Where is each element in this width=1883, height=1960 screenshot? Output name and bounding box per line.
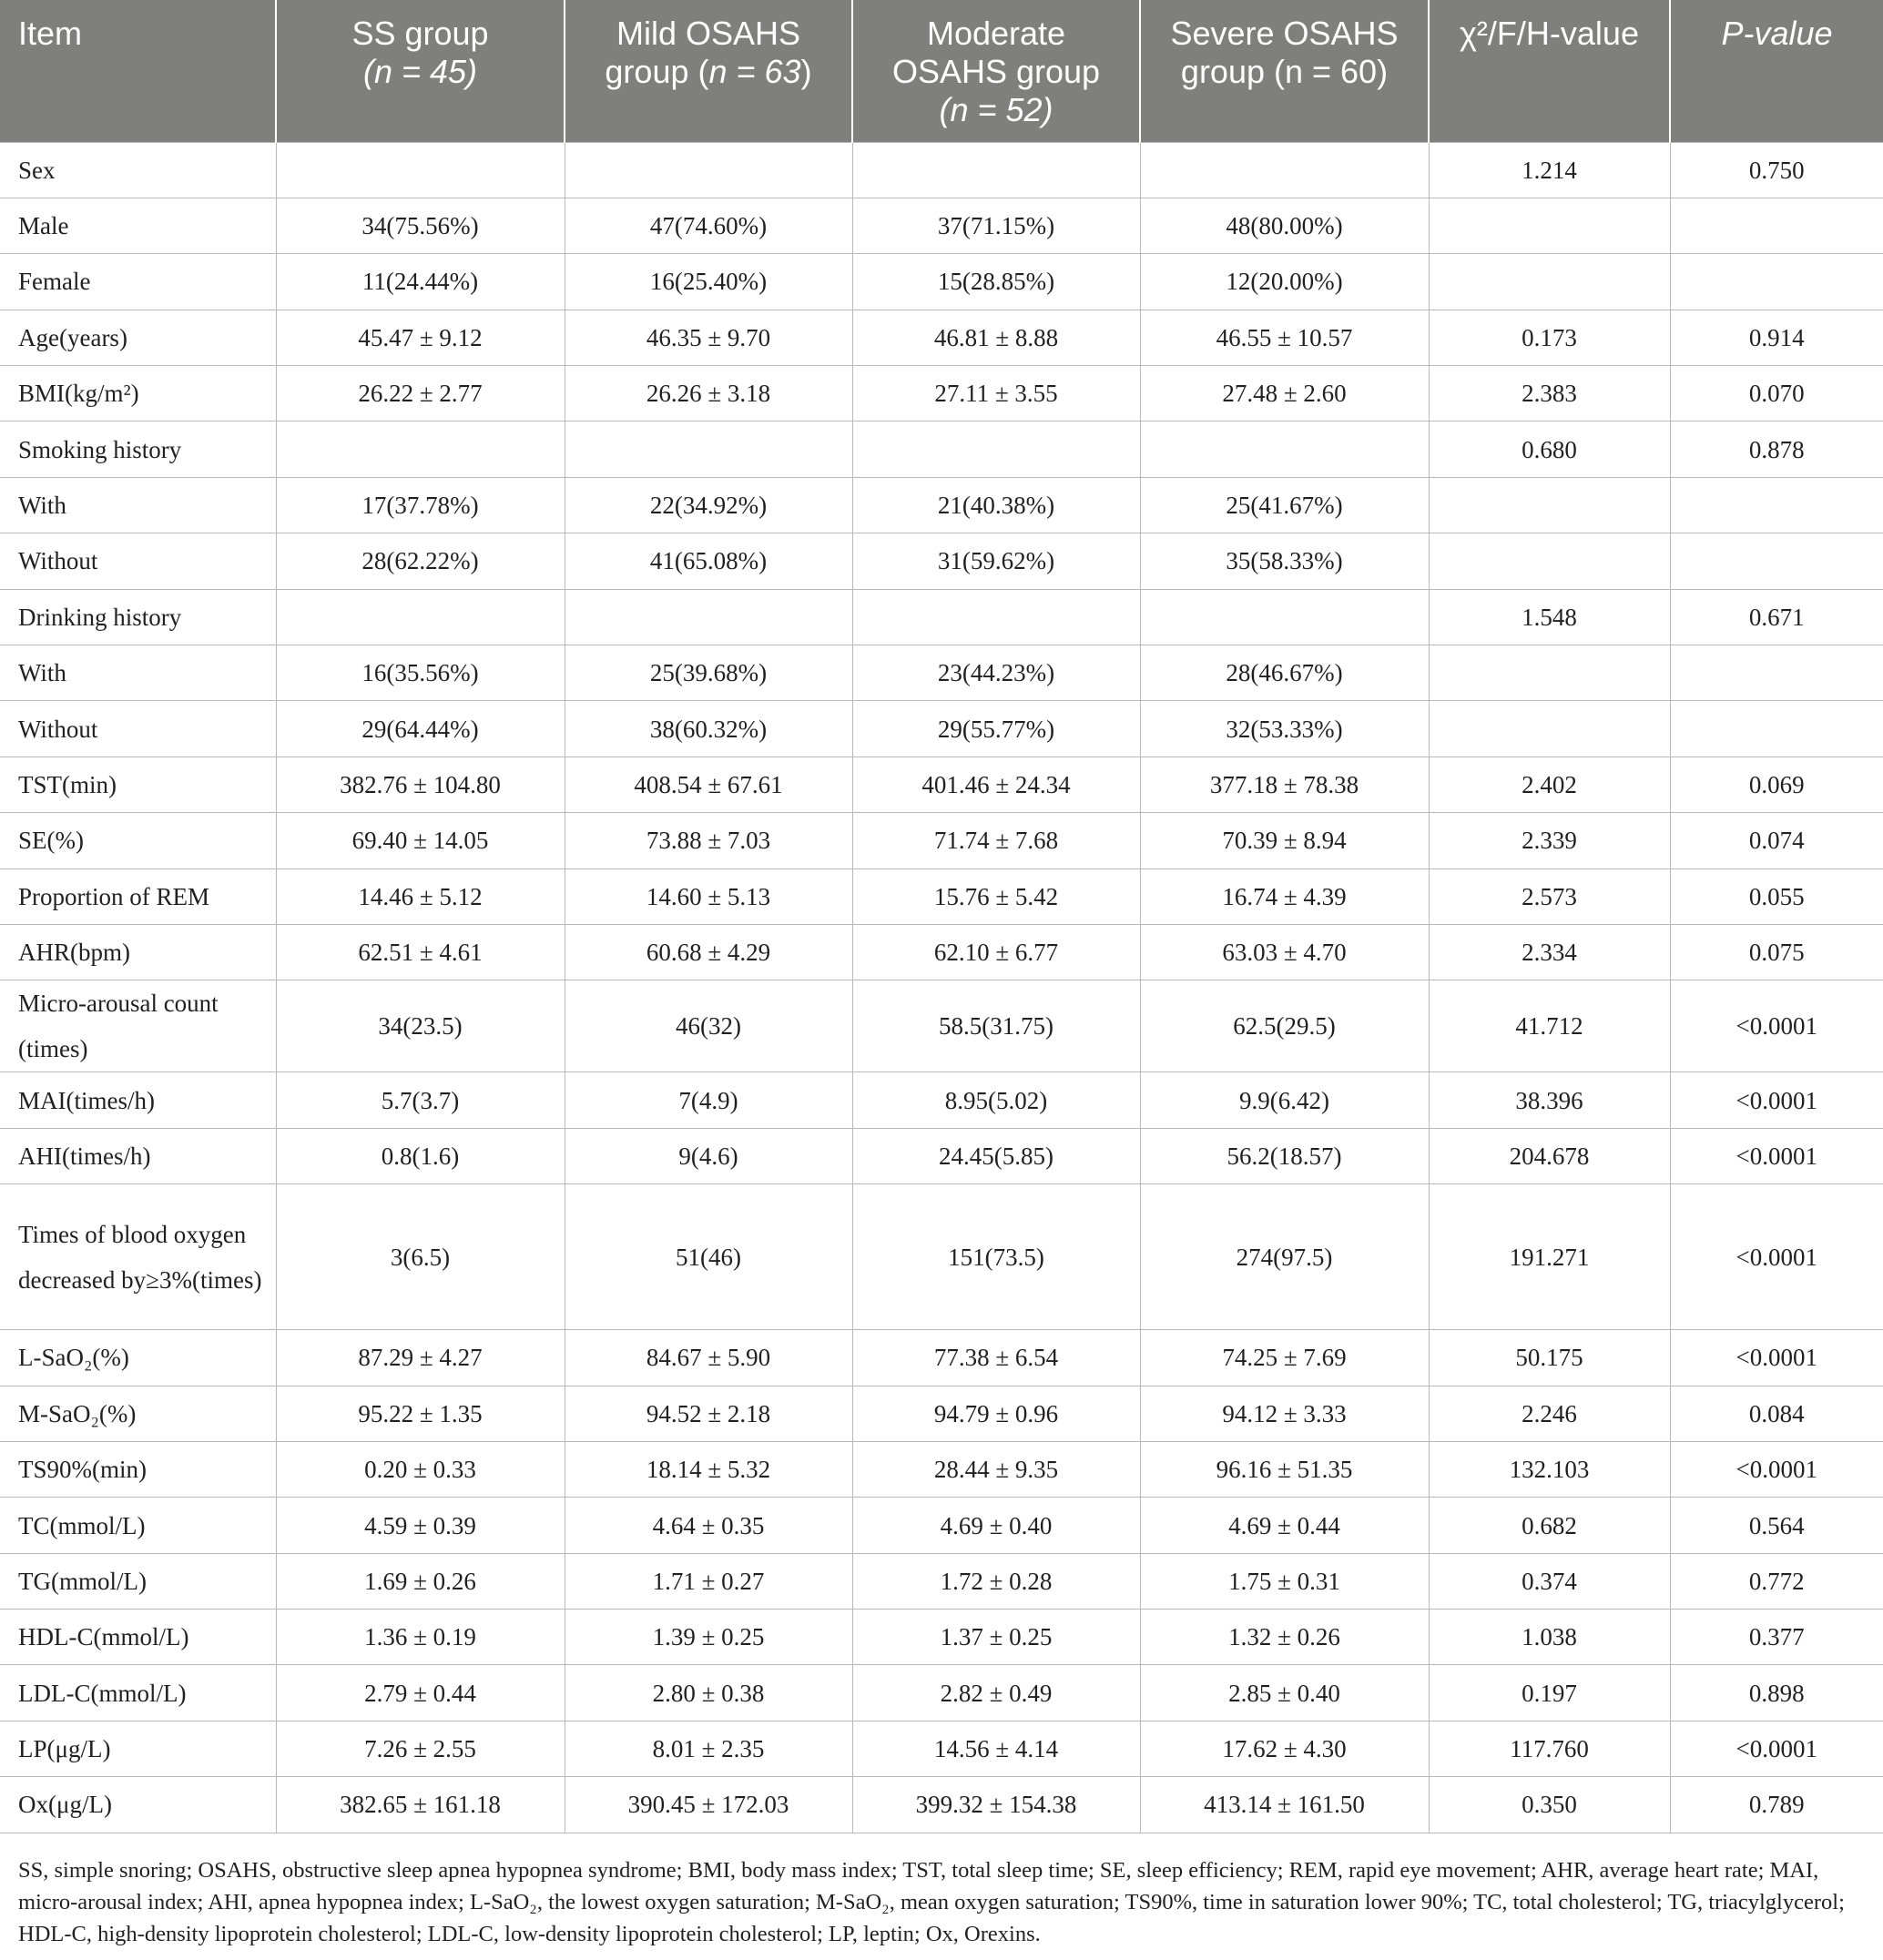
mild-cell: 1.39 ± 0.25 xyxy=(565,1610,852,1665)
header-mild-post: ) xyxy=(800,53,812,90)
table-row xyxy=(0,254,1883,310)
p-value-cell: <0.0001 xyxy=(1670,1330,1883,1386)
p-value-cell: 0.914 xyxy=(1670,310,1883,365)
mild-cell: 18.14 ± 5.32 xyxy=(565,1441,852,1497)
mild-cell: 9(4.6) xyxy=(565,1128,852,1183)
stat-cell: 0.173 xyxy=(1429,310,1670,365)
severe-cell: 274(97.5) xyxy=(1140,1184,1429,1330)
table-row xyxy=(0,1128,1883,1183)
header-moderate-line2: OSAHS group xyxy=(891,53,1101,90)
stat-cell: 2.339 xyxy=(1429,813,1670,868)
table-row xyxy=(0,1553,1883,1609)
mild-cell: 14.60 ± 5.13 xyxy=(565,868,852,924)
item-cell: LP(μg/L) xyxy=(0,1721,276,1776)
item-cell: Drinking history xyxy=(0,589,276,645)
header-mild-group xyxy=(565,0,852,142)
mild-cell: 408.54 ± 67.61 xyxy=(565,757,852,812)
stat-cell: 0.350 xyxy=(1429,1777,1670,1833)
ss-cell: 1.69 ± 0.26 xyxy=(276,1553,565,1609)
moderate-cell: 21(40.38%) xyxy=(852,477,1140,533)
stat-cell: 50.175 xyxy=(1429,1330,1670,1386)
p-value-cell: <0.0001 xyxy=(1670,1128,1883,1183)
severe-cell: 48(80.00%) xyxy=(1140,198,1429,253)
severe-cell: 94.12 ± 3.33 xyxy=(1140,1386,1429,1441)
header-severe-line1: Severe OSAHS xyxy=(1170,15,1399,52)
header-ss-group xyxy=(276,0,565,142)
moderate-cell: 29(55.77%) xyxy=(852,701,1140,757)
mild-cell xyxy=(565,589,852,645)
stat-cell xyxy=(1429,533,1670,589)
item-cell: Male xyxy=(0,198,276,253)
moderate-cell xyxy=(852,142,1140,198)
moderate-cell xyxy=(852,421,1140,477)
ss-cell: 1.36 ± 0.19 xyxy=(276,1610,565,1665)
mild-cell: 1.71 ± 0.27 xyxy=(565,1553,852,1609)
item-cell: Female xyxy=(0,254,276,310)
ss-cell: 34(75.56%) xyxy=(276,198,565,253)
mild-cell: 51(46) xyxy=(565,1184,852,1330)
stat-cell xyxy=(1429,645,1670,701)
mild-cell: 26.26 ± 3.18 xyxy=(565,366,852,421)
severe-cell: 28(46.67%) xyxy=(1140,645,1429,701)
table-row xyxy=(0,589,1883,645)
table-header xyxy=(0,0,1883,142)
item-cell: BMI(kg/m²) xyxy=(0,366,276,421)
item-cell: Smoking history xyxy=(0,421,276,477)
moderate-cell: 1.72 ± 0.28 xyxy=(852,1553,1140,1609)
stat-cell: 0.680 xyxy=(1429,421,1670,477)
moderate-cell: 14.56 ± 4.14 xyxy=(852,1721,1140,1776)
p-value-cell: 0.878 xyxy=(1670,421,1883,477)
moderate-cell: 8.95(5.02) xyxy=(852,1072,1140,1128)
table-row xyxy=(0,198,1883,253)
table-row xyxy=(0,924,1883,980)
item-cell: SE(%) xyxy=(0,813,276,868)
stat-cell: 2.383 xyxy=(1429,366,1670,421)
mild-cell: 47(74.60%) xyxy=(565,198,852,253)
ss-cell: 45.47 ± 9.12 xyxy=(276,310,565,365)
item-cell: TC(mmol/L) xyxy=(0,1498,276,1553)
stat-cell: 0.197 xyxy=(1429,1665,1670,1721)
ss-cell: 11(24.44%) xyxy=(276,254,565,310)
moderate-cell: 71.74 ± 7.68 xyxy=(852,813,1140,868)
ss-cell: 28(62.22%) xyxy=(276,533,565,589)
header-ss-line1: SS group xyxy=(351,15,489,52)
severe-cell: 62.5(29.5) xyxy=(1140,980,1429,1072)
table-row xyxy=(0,477,1883,533)
moderate-cell: 94.79 ± 0.96 xyxy=(852,1386,1140,1441)
severe-cell: 377.18 ± 78.38 xyxy=(1140,757,1429,812)
severe-cell: 32(53.33%) xyxy=(1140,701,1429,757)
header-stat-value: χ²/F/H-value xyxy=(1429,0,1670,142)
table-row xyxy=(0,1072,1883,1128)
stat-cell: 41.712 xyxy=(1429,980,1670,1072)
table-body xyxy=(0,142,1883,1833)
p-value-cell: <0.0001 xyxy=(1670,1184,1883,1330)
mild-cell: 94.52 ± 2.18 xyxy=(565,1386,852,1441)
table-row xyxy=(0,533,1883,589)
stat-cell: 38.396 xyxy=(1429,1072,1670,1128)
item-cell: M-SaO₂(%) xyxy=(0,1386,276,1441)
mild-cell: 46.35 ± 9.70 xyxy=(565,310,852,365)
severe-cell: 17.62 ± 4.30 xyxy=(1140,1721,1429,1776)
stat-cell xyxy=(1429,701,1670,757)
stat-cell: 191.271 xyxy=(1429,1184,1670,1330)
ss-cell: 26.22 ± 2.77 xyxy=(276,366,565,421)
item-cell: HDL-C(mmol/L) xyxy=(0,1610,276,1665)
stat-cell xyxy=(1429,477,1670,533)
ss-cell: 382.76 ± 104.80 xyxy=(276,757,565,812)
table-row xyxy=(0,1665,1883,1721)
p-value-cell: <0.0001 xyxy=(1670,1072,1883,1128)
ss-cell: 382.65 ± 161.18 xyxy=(276,1777,565,1833)
item-cell: Micro-arousal count (times) xyxy=(0,980,276,1072)
severe-cell: 413.14 ± 161.50 xyxy=(1140,1777,1429,1833)
table-row xyxy=(0,1777,1883,1833)
stat-cell: 204.678 xyxy=(1429,1128,1670,1183)
p-value-cell: <0.0001 xyxy=(1670,980,1883,1072)
ss-cell: 14.46 ± 5.12 xyxy=(276,868,565,924)
header-ss-n: (n = 45) xyxy=(362,53,478,90)
ss-cell: 69.40 ± 14.05 xyxy=(276,813,565,868)
table-row xyxy=(0,813,1883,868)
item-cell: With xyxy=(0,645,276,701)
table-row xyxy=(0,1721,1883,1776)
header-mild-n: n = 63 xyxy=(708,53,801,90)
item-cell: TST(min) xyxy=(0,757,276,812)
mild-cell xyxy=(565,421,852,477)
severe-cell: 2.85 ± 0.40 xyxy=(1140,1665,1429,1721)
p-value-cell: 0.377 xyxy=(1670,1610,1883,1665)
stat-cell xyxy=(1429,198,1670,253)
header-moderate-group xyxy=(852,0,1140,142)
severe-cell xyxy=(1140,421,1429,477)
mild-cell: 4.64 ± 0.35 xyxy=(565,1498,852,1553)
header-moderate-line1: Moderate xyxy=(926,15,1066,52)
moderate-cell: 401.46 ± 24.34 xyxy=(852,757,1140,812)
severe-cell: 12(20.00%) xyxy=(1140,254,1429,310)
severe-cell: 1.75 ± 0.31 xyxy=(1140,1553,1429,1609)
stat-cell: 2.246 xyxy=(1429,1386,1670,1441)
ss-cell: 62.51 ± 4.61 xyxy=(276,924,565,980)
severe-cell: 9.9(6.42) xyxy=(1140,1072,1429,1128)
item-cell: With xyxy=(0,477,276,533)
mild-cell: 390.45 ± 172.03 xyxy=(565,1777,852,1833)
table-footnote: SS, simple snoring; OSAHS, obstructive sleep apnea hypopnea syndrome; BMI, body mass index; TST, total sleep time; SE, sleep efficiency; REM, rapid eye movement; AHR, average heart rate; MAI, micro-arousal index; AHI, apnea hypopnea index; L-SaO₂, the lowest oxygen saturation; M-SaO₂, mean oxygen saturation; TS90%, time in saturation lower 90%; TC, total cholesterol; TG, triacylglycerol; HDL-C, high-density lipoprotein cholesterol; LDL-C, low-density lipoprotein cholesterol; LP, leptin; Ox, Orexins. xyxy=(18,1858,1845,1946)
mild-cell: 60.68 ± 4.29 xyxy=(565,924,852,980)
item-cell: Sex xyxy=(0,142,276,198)
p-value-cell: 0.564 xyxy=(1670,1498,1883,1553)
ss-cell: 29(64.44%) xyxy=(276,701,565,757)
ss-cell xyxy=(276,589,565,645)
item-cell: AHI(times/h) xyxy=(0,1128,276,1183)
p-value-cell: 0.772 xyxy=(1670,1553,1883,1609)
table-row xyxy=(0,701,1883,757)
p-value-cell: 0.084 xyxy=(1670,1386,1883,1441)
p-value-cell xyxy=(1670,477,1883,533)
severe-cell: 56.2(18.57) xyxy=(1140,1128,1429,1183)
moderate-cell: 23(44.23%) xyxy=(852,645,1140,701)
stat-cell: 2.334 xyxy=(1429,924,1670,980)
p-value-cell xyxy=(1670,701,1883,757)
p-value-cell: 0.055 xyxy=(1670,868,1883,924)
stat-cell: 1.548 xyxy=(1429,589,1670,645)
ss-cell: 0.20 ± 0.33 xyxy=(276,1441,565,1497)
table-row xyxy=(0,1498,1883,1553)
moderate-cell: 77.38 ± 6.54 xyxy=(852,1330,1140,1386)
p-value-cell xyxy=(1670,533,1883,589)
moderate-cell: 62.10 ± 6.77 xyxy=(852,924,1140,980)
item-cell: LDL-C(mmol/L) xyxy=(0,1665,276,1721)
item-cell: Without xyxy=(0,533,276,589)
severe-cell: 70.39 ± 8.94 xyxy=(1140,813,1429,868)
stat-cell: 117.760 xyxy=(1429,1721,1670,1776)
ss-cell: 0.8(1.6) xyxy=(276,1128,565,1183)
stat-cell: 0.374 xyxy=(1429,1553,1670,1609)
stat-cell xyxy=(1429,254,1670,310)
mild-cell: 46(32) xyxy=(565,980,852,1072)
severe-cell xyxy=(1140,142,1429,198)
table-row xyxy=(0,1441,1883,1497)
mild-cell: 73.88 ± 7.03 xyxy=(565,813,852,868)
mild-cell: 8.01 ± 2.35 xyxy=(565,1721,852,1776)
moderate-cell: 58.5(31.75) xyxy=(852,980,1140,1072)
moderate-cell: 28.44 ± 9.35 xyxy=(852,1441,1140,1497)
table-row xyxy=(0,645,1883,701)
p-value-cell: 0.789 xyxy=(1670,1777,1883,1833)
ss-cell: 2.79 ± 0.44 xyxy=(276,1665,565,1721)
table-row xyxy=(0,142,1883,198)
moderate-cell: 151(73.5) xyxy=(852,1184,1140,1330)
stat-cell: 1.214 xyxy=(1429,142,1670,198)
item-cell: Without xyxy=(0,701,276,757)
header-mild-pre: group ( xyxy=(605,53,709,90)
moderate-cell: 2.82 ± 0.49 xyxy=(852,1665,1140,1721)
p-value-cell: 0.074 xyxy=(1670,813,1883,868)
ss-cell: 4.59 ± 0.39 xyxy=(276,1498,565,1553)
stat-cell: 2.402 xyxy=(1429,757,1670,812)
header-moderate-n: (n = 52) xyxy=(939,91,1053,128)
mild-cell: 7(4.9) xyxy=(565,1072,852,1128)
severe-cell: 46.55 ± 10.57 xyxy=(1140,310,1429,365)
p-value-cell: 0.898 xyxy=(1670,1665,1883,1721)
item-cell: AHR(bpm) xyxy=(0,924,276,980)
ss-cell xyxy=(276,421,565,477)
severe-cell xyxy=(1140,589,1429,645)
moderate-cell: 31(59.62%) xyxy=(852,533,1140,589)
item-cell: TS90%(min) xyxy=(0,1441,276,1497)
ss-cell: 3(6.5) xyxy=(276,1184,565,1330)
header-p-value: P-value xyxy=(1670,0,1883,142)
table-row xyxy=(0,980,1883,1072)
stat-cell: 132.103 xyxy=(1429,1441,1670,1497)
severe-cell: 4.69 ± 0.44 xyxy=(1140,1498,1429,1553)
ss-cell: 7.26 ± 2.55 xyxy=(276,1721,565,1776)
table-row xyxy=(0,757,1883,812)
ss-cell: 95.22 ± 1.35 xyxy=(276,1386,565,1441)
mild-cell: 2.80 ± 0.38 xyxy=(565,1665,852,1721)
moderate-cell: 15(28.85%) xyxy=(852,254,1140,310)
severe-cell: 27.48 ± 2.60 xyxy=(1140,366,1429,421)
moderate-cell: 24.45(5.85) xyxy=(852,1128,1140,1183)
mild-cell xyxy=(565,142,852,198)
p-value-cell xyxy=(1670,645,1883,701)
stat-cell: 0.682 xyxy=(1429,1498,1670,1553)
p-value-cell: <0.0001 xyxy=(1670,1441,1883,1497)
mild-cell: 38(60.32%) xyxy=(565,701,852,757)
p-value-cell: <0.0001 xyxy=(1670,1721,1883,1776)
table-row xyxy=(0,421,1883,477)
moderate-cell: 1.37 ± 0.25 xyxy=(852,1610,1140,1665)
moderate-cell: 27.11 ± 3.55 xyxy=(852,366,1140,421)
p-value-cell: 0.075 xyxy=(1670,924,1883,980)
p-value-cell xyxy=(1670,198,1883,253)
moderate-cell xyxy=(852,589,1140,645)
p-value-cell: 0.671 xyxy=(1670,589,1883,645)
table-row xyxy=(0,868,1883,924)
item-cell: Ox(μg/L) xyxy=(0,1777,276,1833)
severe-cell: 1.32 ± 0.26 xyxy=(1140,1610,1429,1665)
severe-cell: 96.16 ± 51.35 xyxy=(1140,1441,1429,1497)
stat-cell: 1.038 xyxy=(1429,1610,1670,1665)
table-row xyxy=(0,310,1883,365)
moderate-cell: 37(71.15%) xyxy=(852,198,1140,253)
item-cell: MAI(times/h) xyxy=(0,1072,276,1128)
ss-cell: 5.7(3.7) xyxy=(276,1072,565,1128)
item-cell: L-SaO₂(%) xyxy=(0,1330,276,1386)
item-cell: Age(years) xyxy=(0,310,276,365)
mild-cell: 16(25.40%) xyxy=(565,254,852,310)
item-cell: Times of blood oxygen decreased by≥3%(times) xyxy=(0,1184,276,1330)
p-value-cell xyxy=(1670,254,1883,310)
table-row xyxy=(0,1610,1883,1665)
mild-cell: 41(65.08%) xyxy=(565,533,852,589)
moderate-cell: 4.69 ± 0.40 xyxy=(852,1498,1140,1553)
ss-cell: 87.29 ± 4.27 xyxy=(276,1330,565,1386)
mild-cell: 22(34.92%) xyxy=(565,477,852,533)
header-severe-group xyxy=(1140,0,1429,142)
table-row xyxy=(0,366,1883,421)
mild-cell: 84.67 ± 5.90 xyxy=(565,1330,852,1386)
ss-cell: 16(35.56%) xyxy=(276,645,565,701)
p-value-cell: 0.750 xyxy=(1670,142,1883,198)
header-mild-line1: Mild OSAHS xyxy=(616,15,801,52)
ss-cell: 34(23.5) xyxy=(276,980,565,1072)
ss-cell: 17(37.78%) xyxy=(276,477,565,533)
moderate-cell: 15.76 ± 5.42 xyxy=(852,868,1140,924)
table-row xyxy=(0,1386,1883,1441)
table-row xyxy=(0,1330,1883,1386)
moderate-cell: 399.32 ± 154.38 xyxy=(852,1777,1140,1833)
moderate-cell: 46.81 ± 8.88 xyxy=(852,310,1140,365)
ss-cell xyxy=(276,142,565,198)
item-cell: Proportion of REM xyxy=(0,868,276,924)
table-row xyxy=(0,1184,1883,1330)
severe-cell: 63.03 ± 4.70 xyxy=(1140,924,1429,980)
severe-cell: 74.25 ± 7.69 xyxy=(1140,1330,1429,1386)
item-cell: TG(mmol/L) xyxy=(0,1553,276,1609)
severe-cell: 25(41.67%) xyxy=(1140,477,1429,533)
p-value-cell: 0.069 xyxy=(1670,757,1883,812)
stat-cell: 2.573 xyxy=(1429,868,1670,924)
mild-cell: 25(39.68%) xyxy=(565,645,852,701)
severe-cell: 16.74 ± 4.39 xyxy=(1140,868,1429,924)
severe-cell: 35(58.33%) xyxy=(1140,533,1429,589)
p-value-cell: 0.070 xyxy=(1670,366,1883,421)
header-item: Item xyxy=(0,0,276,142)
header-row xyxy=(0,0,1883,142)
header-severe-line2: group (n = 60) xyxy=(1180,53,1389,90)
